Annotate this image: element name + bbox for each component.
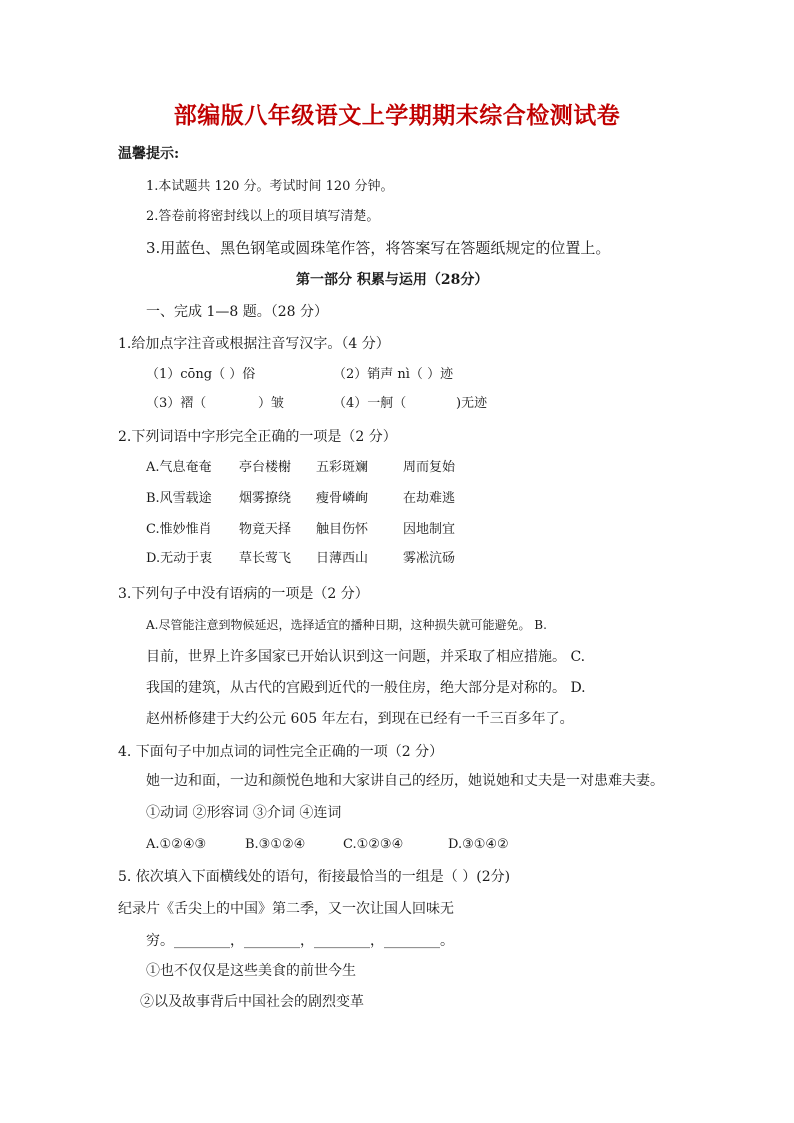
q2-option-c-2: 物竟天择 (239, 522, 292, 537)
q4-choice-d: D.③①④② (448, 837, 509, 852)
q4-choice-b: B.③①②④ (245, 837, 306, 852)
q2-option-a-3: 五彩斑斓 (316, 460, 369, 475)
q2-option-b-1: B.风雪载途 (146, 491, 212, 506)
q3-line-4: 赵州桥修建于大约公元 605 年左右，到现在已经有一千三百多年了。 (146, 711, 574, 727)
tip-item-2: 2.答卷前将密封线以上的项目填写清楚。 (146, 209, 380, 224)
q4-stem: 4. 下面句子中加点词的词性完全正确的一项（2 分） (118, 744, 444, 760)
q1-item-1: （1）cōng（ ）俗 (146, 367, 256, 382)
tip-item-3: 3.用蓝色、黑色钢笔或圆珠笔作答，将答案写在答题纸规定的位置上。 (146, 239, 611, 257)
q2-stem: 2.下列词语中字形完全正确的一项是（2 分） (118, 429, 397, 445)
q2-option-d-3: 日薄西山 (316, 551, 369, 566)
tips-heading: 温馨提示: (118, 146, 180, 162)
q2-option-c-4: 因地制宜 (403, 522, 456, 537)
q4-choice-c: C.①②③④ (343, 837, 404, 852)
part1-intro: 一、完成 1—8 题。（28 分） (146, 304, 328, 320)
q1-item-3-open: （3）褶（ (146, 396, 207, 411)
q2-option-c-1: C.惟妙惟肖 (146, 522, 212, 537)
q3-stem: 3.下列句子中没有语病的一项是（2 分） (118, 586, 369, 602)
q4-parts: ①动词 ②形容词 ③介词 ④连词 (146, 805, 342, 821)
q3-line-2: 目前，世界上许多国家已开始认识到这一问题，并采取了相应措施。 C. (146, 649, 586, 665)
q2-option-d-2: 草长莺飞 (239, 551, 292, 566)
tip-item-1: 1.本试题共 120 分。考试时间 120 分钟。 (146, 179, 394, 194)
q4-sentence: 她一边和面，一边和颜悦色地和大家讲自己的经历，她说她和丈夫是一对患难夫妻。 (146, 773, 664, 789)
q3-line-3: 我国的建筑，从古代的宫殿到近代的一般住房，绝大部分是对称的。 D. (146, 680, 586, 696)
q1-item-4-close: )无迹 (456, 396, 488, 411)
q5-line-1: 纪录片《舌尖上的中国》第二季，又一次让国人回味无 (118, 901, 454, 917)
q2-option-b-4: 在劫难逃 (403, 491, 456, 506)
q5-stem: 5. 依次填入下面横线处的语句，衔接最恰当的一组是（ ）(2分) (118, 869, 511, 885)
q5-item-2: ②以及故事背后中国社会的剧烈变革 (140, 994, 364, 1010)
q2-option-b-2: 烟雾撩绕 (239, 491, 292, 506)
q1-item-2: （2）销声 nì（ ）迹 (333, 367, 454, 382)
q2-option-d-4: 雾凇沆砀 (403, 551, 456, 566)
q2-option-a-2: 亭台楼榭 (239, 460, 292, 475)
q1-item-4-open: （4）一舸（ (333, 396, 407, 411)
q5-line-2: 穷。________，________，________，________。 (146, 933, 454, 949)
q1-item-3-close: ）皱 (258, 396, 285, 411)
q2-option-a-1: A.气息奄奄 (146, 460, 212, 475)
q5-item-1: ①也不仅仅是这些美食的前世今生 (146, 963, 356, 979)
q2-option-d-1: D.无动于衷 (146, 551, 213, 566)
q2-option-c-3: 触目伤怀 (316, 522, 369, 537)
q1-stem: 1.给加点字注音或根据注音写汉字。（4 分） (118, 336, 390, 352)
q4-choice-a: A.①②④③ (146, 837, 207, 852)
q3-line-1: A.尽管能注意到物候延迟，选择适宜的播种日期，这种损失就可能避免。 B. (146, 618, 547, 632)
part1-heading: 第一部分 积累与运用（28分） (296, 272, 489, 288)
q2-option-a-4: 周而复始 (403, 460, 456, 475)
q2-option-b-3: 瘦骨嶙峋 (316, 491, 369, 506)
exam-title: 部编版八年级语文上学期期末综合检测试卷 (173, 102, 621, 129)
